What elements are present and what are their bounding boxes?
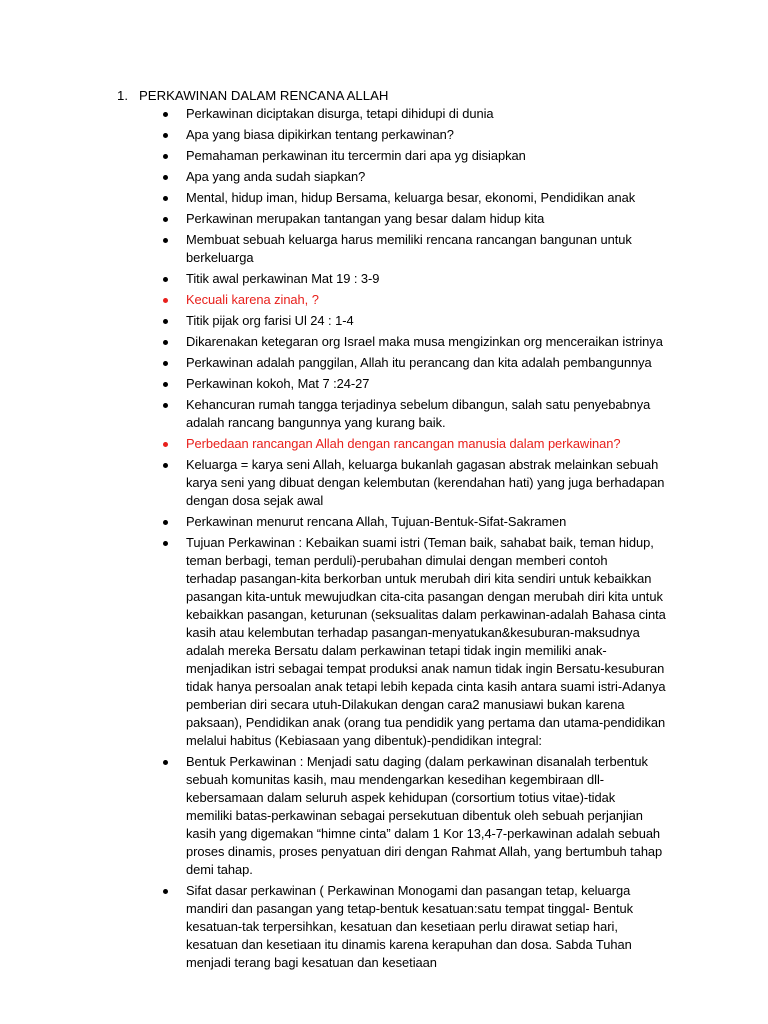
list-item (160, 375, 680, 393)
list-item-line (186, 660, 680, 678)
text-segment: Sifat dasar perkawinan ( Perkawinan Monogami dan pasangan tetap, keluarga (186, 883, 631, 898)
section-heading (117, 87, 388, 105)
bullet-icon (163, 319, 168, 324)
list-item (160, 882, 680, 972)
list-item-line (186, 312, 680, 330)
text-segment: mandiri dan pasangan yang tetap-bentuk kesatuan:satu tempat tinggal- Bentuk (186, 901, 634, 916)
bullet-list (160, 105, 680, 972)
text-segment: dengan dosa sejak awal (186, 493, 324, 508)
bullet-icon (163, 463, 168, 468)
list-item (160, 168, 680, 186)
bullet-icon (163, 196, 168, 201)
text-segment: adalah rancang bangunnya yang kurang baik. (186, 415, 446, 430)
text-segment: Pendidikan anak (245, 715, 341, 730)
list-item-line (186, 570, 680, 588)
section-title: PERKAWINAN DALAM RENCANA ALLAH (139, 88, 389, 103)
bullet-icon (163, 340, 168, 345)
bullet-icon (163, 889, 168, 894)
text-segment: tidak hanya persoalan anak tetapi lebih kepada cinta kasih antara suami istri-Adanya (186, 679, 666, 694)
list-item (160, 210, 680, 228)
text-segment: kasih yang digemakan “himne cinta” dalam 1 Kor 13,4-7-perkawinan adalah sebuah (186, 826, 661, 841)
bullet-icon (163, 298, 168, 303)
text-segment: pasangan kita-untuk mewujudkan cita-cita pasangan dengan merubah diri kita untuk (186, 589, 663, 604)
list-item-line (186, 414, 680, 432)
text-segment: (orang tua pendidik yang pertama dan utama-pendidikan (340, 715, 666, 730)
bullet-icon (163, 133, 168, 138)
list-item-line (186, 696, 680, 714)
list-item (160, 270, 680, 288)
list-item-line (186, 435, 680, 453)
text-segment: Kecuali karena zinah, ? (186, 292, 319, 307)
text-segment: kasih atau kelembutan terhadap pasangan-menyatukan&kesuburan-maksudnya (186, 625, 640, 640)
list-item-line (186, 900, 680, 918)
bullet-icon (163, 277, 168, 282)
text-segment: terhadap pasangan-kita berkorban untuk merubah diri kita sendiri untuk kebaikkan (186, 571, 652, 586)
text-segment: kesatuan-tak terpersihkan, kesatuan dan kesetiaan perlu dirawat setiap hari, (186, 919, 618, 934)
list-item (160, 291, 680, 309)
list-item-line (186, 105, 680, 123)
text-segment: Bentuk Perkawinan : Menjadi satu daging (186, 754, 422, 769)
text-segment: Mental, hidup iman, hidup Bersama, keluarga besar, ekonomi, Pendidikan anak (186, 190, 636, 205)
list-item-line (186, 861, 680, 879)
list-item-line (186, 396, 680, 414)
text-segment: menjadikan istri sebagai tempat produksi anak namun tidak ingin Bersatu-kesuburan (186, 661, 665, 676)
text-segment: Perkawinan diciptakan disurga, tetapi dihidupi di dunia (186, 106, 494, 121)
text-segment: Dikarenakan ketegaran org Israel maka musa mengizinkan org menceraikan istrinya (186, 334, 663, 349)
bullet-icon (163, 382, 168, 387)
list-item-line (186, 168, 680, 186)
text-segment: keturunan (310, 607, 368, 622)
list-item-line (186, 807, 680, 825)
list-item-line (186, 936, 680, 954)
text-segment: sebuah komunitas kasih, mau mendengarkan kesedihan kegembiraan dll- (186, 772, 604, 787)
list-item-line (186, 843, 680, 861)
list-item-line (186, 189, 680, 207)
list-item (160, 396, 680, 432)
list-item (160, 126, 680, 144)
list-item-line (186, 552, 680, 570)
list-item (160, 147, 680, 165)
list-item-line (186, 270, 680, 288)
list-item-line (186, 714, 680, 732)
text-segment: Tujuan Perkawinan : Kebaikan suami istri (186, 535, 420, 550)
text-segment: Perkawinan menurut rencana Allah, Tujuan-Bentuk-Sifat-Sakramen (186, 514, 567, 529)
text-segment: (seksualitas dalam perkawinan-adalah Bahasa cinta (367, 607, 666, 622)
text-segment: Titik pijak org farisi Ul 24 : 1-4 (186, 313, 354, 328)
list-item (160, 753, 680, 879)
list-item-line (186, 789, 680, 807)
list-item-line (186, 678, 680, 696)
text-segment: Pemahaman perkawinan itu tercermin dari apa yg disiapkan (186, 148, 526, 163)
list-item-line (186, 333, 680, 351)
list-item-line (186, 291, 680, 309)
text-segment: melalui habitus (Kebiasaan yang dibentuk)-pendidikan integral: (186, 733, 542, 748)
text-segment: menjadi terang bagi kesatuan dan kesetiaan (186, 955, 437, 970)
list-item-line (186, 624, 680, 642)
list-item-line (186, 210, 680, 228)
list-item (160, 513, 680, 531)
list-item-line (186, 354, 680, 372)
text-segment: adalah mereka Bersatu dalam perkawinan tetapi tidak ingin memiliki anak- (186, 643, 607, 658)
text-segment: Perkawinan kokoh, Mat 7 :24-27 (186, 376, 370, 391)
list-item-line (186, 231, 680, 249)
list-item-line (186, 456, 680, 474)
bullet-icon (163, 520, 168, 525)
list-item (160, 534, 680, 750)
text-segment: kesatuan dan kesetiaan itu dinamis karena kerapuhan dan dosa. Sabda Tuhan (186, 937, 632, 952)
text-segment: berkeluarga (186, 250, 254, 265)
list-item-line (186, 126, 680, 144)
list-item (160, 456, 680, 510)
bullet-icon (163, 175, 168, 180)
list-item-line (186, 513, 680, 531)
list-item (160, 189, 680, 207)
list-item (160, 333, 680, 351)
text-segment: Perbedaan rancangan Allah dengan rancangan manusia dalam perkawinan? (186, 436, 621, 451)
text-segment: Membuat sebuah keluarga harus memiliki rencana rancangan bangunan untuk (186, 232, 632, 247)
bullet-icon (163, 760, 168, 765)
list-item-line (186, 825, 680, 843)
text-segment: memiliki batas-perkawinan sebagai persekutuan dibentuk oleh sebuah perjanjian (186, 808, 643, 823)
list-item-line (186, 732, 680, 750)
list-item-line (186, 918, 680, 936)
list-item-line (186, 474, 680, 492)
list-item-line (186, 534, 680, 552)
list-item (160, 435, 680, 453)
list-item (160, 105, 680, 123)
text-segment: Titik awal perkawinan Mat 19 : 3-9 (186, 271, 380, 286)
list-item-line (186, 954, 680, 972)
bullet-icon (163, 361, 168, 366)
list-item-line (186, 882, 680, 900)
text-segment: Kehancuran rumah tangga terjadinya sebelum dibangun, salah satu penyebabnya (186, 397, 651, 412)
text-segment: kebersamaan dalam seluruh aspek kehidupan (corsortium totius vitae)-tidak (186, 790, 616, 805)
text-segment: Apa yang biasa dipikirkan tentang perkawinan? (186, 127, 454, 142)
text-segment: Apa yang anda sudah siapkan? (186, 169, 366, 184)
text-segment: Perkawinan adalah panggilan, Allah itu perancang dan kita adalah pembangunnya (186, 355, 652, 370)
bullet-icon (163, 238, 168, 243)
list-item-line (186, 642, 680, 660)
section-number: 1. (117, 88, 128, 103)
text-segment: Keluarga = karya seni Allah, keluarga bukanlah gagasan abstrak melainkan sebuah (186, 457, 659, 472)
text-segment: teman berbagi, teman perduli)-perubahan dimulai dengan memberi contoh (186, 553, 608, 568)
text-segment: demi tahap. (186, 862, 253, 877)
list-item-line (186, 771, 680, 789)
list-item-line (186, 492, 680, 510)
list-item (160, 312, 680, 330)
bullet-icon (163, 442, 168, 447)
list-item-line (186, 606, 680, 624)
text-segment: pemberian diri secara utuh-Dilakukan dengan cara2 manusiawi bukan karena (186, 697, 625, 712)
bullet-icon (163, 112, 168, 117)
list-item-line (186, 588, 680, 606)
bullet-icon (163, 541, 168, 546)
text-segment: (Teman baik, sahabat baik, teman hidup, (419, 535, 654, 550)
bullet-icon (163, 403, 168, 408)
list-item-line (186, 753, 680, 771)
bullet-icon (163, 154, 168, 159)
list-item (160, 231, 680, 267)
text-segment: Perkawinan merupakan tantangan yang besar dalam hidup kita (186, 211, 545, 226)
text-segment: proses dinamis, proses penyatuan diri dengan Rahmat Allah, yang bertumbuh tahap (186, 844, 663, 859)
list-item-line (186, 375, 680, 393)
list-item (160, 354, 680, 372)
text-segment: kebaikkan pasangan, (186, 607, 311, 622)
text-segment: karya seni yang dibuat dengan kelembutan (kerendahan hati) yang juga berhadapan (186, 475, 665, 490)
list-item-line (186, 147, 680, 165)
text-segment: (dalam perkawinan disanalah terbentuk (421, 754, 648, 769)
bullet-icon (163, 217, 168, 222)
list-item-line (186, 249, 680, 267)
text-segment: paksaan), (186, 715, 246, 730)
